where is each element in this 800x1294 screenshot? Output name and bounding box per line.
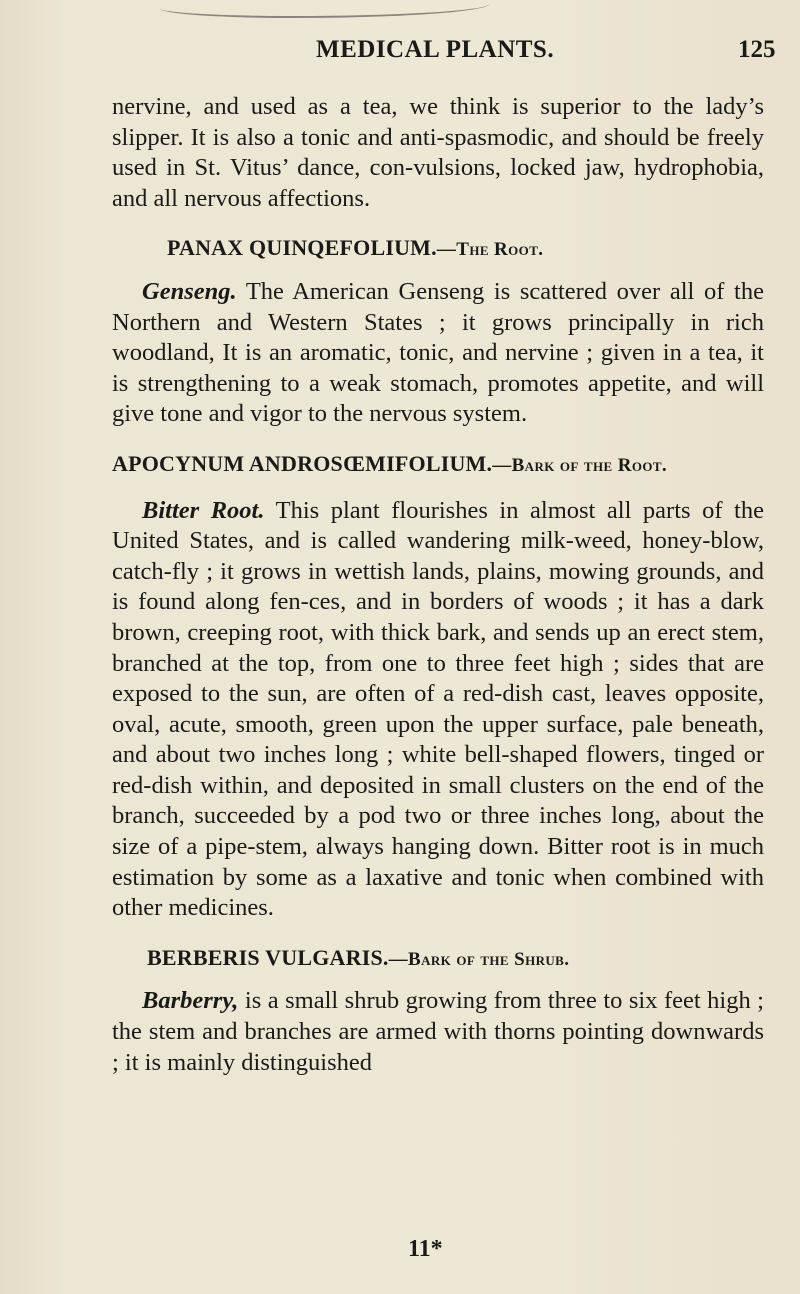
continuation-paragraph: nervine, and used as a tea, we think is superior to the lady’s slipper. It is also a tonic and anti-spasmodic, and should be freely used in St. Vitus’ dance, con-vulsions, locked jaw, hydrophobia, and all nervous affections.: [112, 93, 764, 212]
latin-name: APOCYNUM ANDROSŒMIFOLIUM.: [112, 450, 493, 476]
part-used: —Bark of the Shrub.: [388, 948, 570, 970]
latin-name: PANAX QUINQEFOLIUM.: [167, 235, 437, 261]
signature-mark: 11*: [408, 1236, 443, 1262]
running-title: MEDICAL PLANTS.: [316, 36, 555, 63]
common-name: Barberry,: [142, 987, 239, 1015]
common-name: Genseng.: [142, 277, 237, 305]
section-paragraph-apocynum: [112, 496, 764, 924]
section-heading-apocynum: [112, 449, 764, 482]
page-number: 125: [738, 36, 776, 63]
section-text: This plant flourishes in almost all parts of the United States, and is called wandering milk-weed, honey-blow, catch-fly ; it grows in wettish lands, plains, mowing grounds, and is found along fen-ces, and in borders of woods ; it has a dark brown, creeping root, with thick bark, and sends up an erect stem, branched at the top, from one to three feet high ; sides that are exposed to the sun, are often of a red-dish cast, leaves opposite, oval, acute, smooth, green upon the upper surface, pale beneath, and about two inches long ; white bell-shaped flowers, tinged or red-dish within, and deposited in small clusters on the end of the branch, succeeded by a pod two or three inches long, about the size of a pipe-stem, always hanging down. Bitter root is in much estimation by some as a laxative and tonic when combined with other medicines.: [112, 496, 764, 922]
part-used: —Bark of the Root.: [492, 454, 668, 476]
section-text: The American Genseng is scattered over all of the Northern and Western States ; it grows principally in rich woodland, It is an aromatic, tonic, and nervine ; given in a tea, it is strengthening to a weak stomach, promotes appetite, and will give tone and vigor to the nervous system.: [112, 277, 764, 428]
part-used: —The Root.: [436, 239, 544, 261]
section-heading-panax: [112, 233, 764, 266]
section-paragraph-panax: [112, 277, 764, 430]
section-paragraph-berberis: [112, 986, 764, 1078]
binding-edge-curve: [160, 0, 490, 18]
page-body: [112, 92, 764, 1078]
common-name: Bitter Root.: [142, 496, 265, 524]
section-text: is a small shrub growing from three to six feet high ; the stem and branches are armed with thorns pointing downwards ; it is mainly distinguished: [112, 987, 764, 1076]
section-heading-berberis: [112, 943, 764, 976]
latin-name: BERBERIS VULGARIS.: [147, 944, 389, 970]
page-header: [0, 36, 800, 76]
